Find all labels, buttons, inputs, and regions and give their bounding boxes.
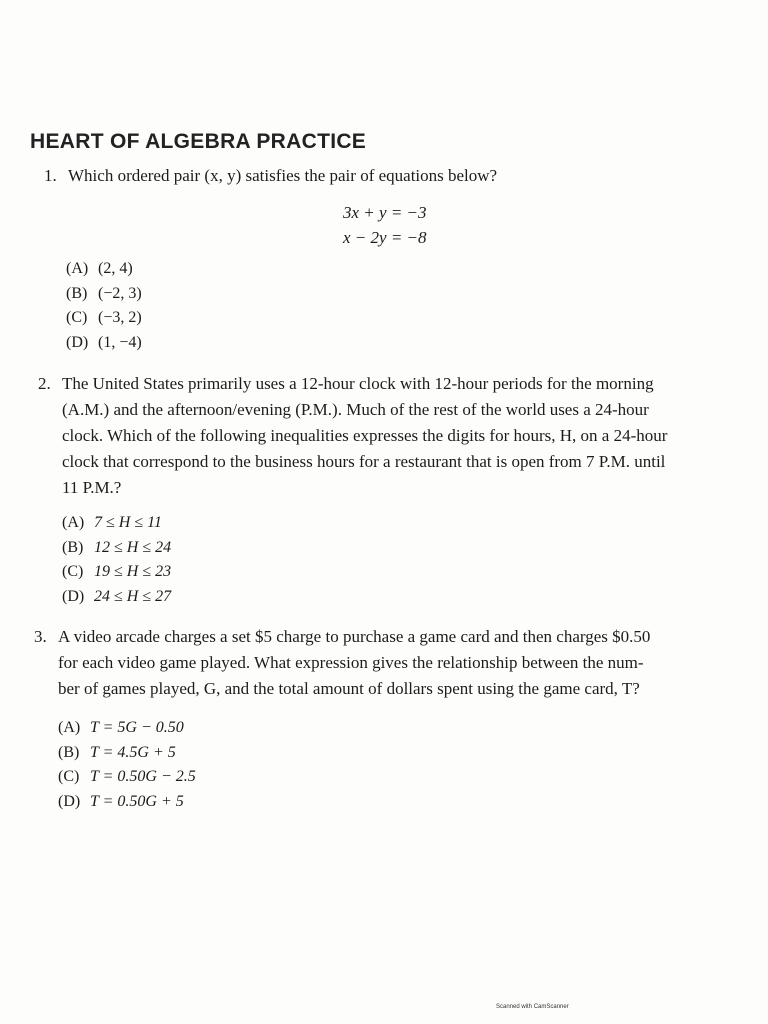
question-text-line: The United States primarily uses a 12-hour clock with 12-hour periods for the morning (62, 374, 654, 393)
choice-label: (C) (62, 563, 84, 580)
question-number: 3. (34, 627, 47, 646)
choice-label: (A) (62, 514, 85, 531)
equation-block (343, 200, 427, 250)
choice-text: (2, 4) (98, 260, 133, 277)
choice-text: 24 ≤ H ≤ 27 (94, 587, 172, 605)
question-number: 1. (44, 166, 57, 185)
question-text-line: A video arcade charges a set $5 charge to purchase a game card and then charges $0.50 (58, 627, 651, 646)
choice-label: (B) (62, 538, 84, 556)
choice-label: (D) (62, 587, 85, 605)
question-text-line: for each video game played. What expression gives the relationship between the num- (58, 653, 644, 672)
answer-choices (58, 716, 196, 814)
choice-text: (−2, 3) (98, 284, 142, 302)
choice-label: (B) (66, 284, 88, 302)
choice-text: 7 ≤ H ≤ 11 (94, 514, 162, 531)
choice-text: (1, −4) (98, 333, 142, 351)
question-text-line: (A.M.) and the afternoon/evening (P.M.). Much of the rest of the world uses a 24-hour (62, 400, 649, 419)
answer-choice-a[interactable] (66, 257, 142, 282)
choice-text: T = 0.50G − 2.5 (90, 768, 196, 785)
choice-label: (C) (66, 309, 88, 326)
question-text (58, 624, 758, 702)
answer-choice-d[interactable] (66, 331, 142, 356)
choice-text: T = 5G − 0.50 (90, 719, 184, 736)
question-3 (34, 624, 758, 702)
answer-choice-c[interactable] (58, 765, 196, 790)
question-text-line: clock. Which of the following inequalities expresses the digits for hours, H, on a 24-hour (62, 426, 668, 445)
answer-choice-b[interactable] (66, 282, 142, 307)
choice-label: (A) (66, 260, 89, 277)
question-text-line: 11 P.M.? (62, 478, 122, 497)
question-text-line: ber of games played, G, and the total amount of dollars spent using the game card, T? (58, 679, 640, 698)
answer-choice-d[interactable] (62, 585, 171, 610)
scanner-footer: Scanned with CamScanner (496, 1004, 569, 1010)
choice-text: 19 ≤ H ≤ 23 (94, 563, 172, 580)
equation: x − 2y = −8 (343, 228, 427, 247)
answer-choice-b[interactable] (62, 536, 171, 561)
question-1 (44, 163, 497, 189)
question-text (62, 371, 762, 501)
question-text-line: clock that correspond to the business hours for a restaurant that is open from 7 P.M. until (62, 452, 666, 471)
equation: 3x + y = −3 (343, 203, 427, 222)
choice-label: (D) (66, 333, 89, 351)
question-number: 2. (38, 374, 51, 393)
answer-choice-a[interactable] (58, 716, 196, 741)
answer-choice-c[interactable] (62, 560, 171, 585)
page-heading: HEART OF ALGEBRA PRACTICE (30, 130, 367, 153)
choice-label: (B) (58, 743, 80, 761)
answer-choices (62, 511, 171, 609)
answer-choice-b[interactable] (58, 741, 196, 766)
choice-text: T = 4.5G + 5 (90, 743, 176, 761)
question-text: Which ordered pair (x, y) satisfies the pair of equations below? (68, 166, 498, 185)
choice-label: (A) (58, 719, 81, 736)
question-2 (38, 371, 762, 501)
choice-text: (−3, 2) (98, 309, 142, 326)
choice-label: (D) (58, 792, 81, 810)
answer-choices (66, 257, 142, 355)
choice-label: (C) (58, 768, 80, 785)
choice-text: T = 0.50G + 5 (90, 792, 184, 810)
answer-choice-c[interactable] (66, 306, 142, 331)
answer-choice-a[interactable] (62, 511, 171, 536)
answer-choice-d[interactable] (58, 790, 196, 815)
choice-text: 12 ≤ H ≤ 24 (94, 538, 172, 556)
